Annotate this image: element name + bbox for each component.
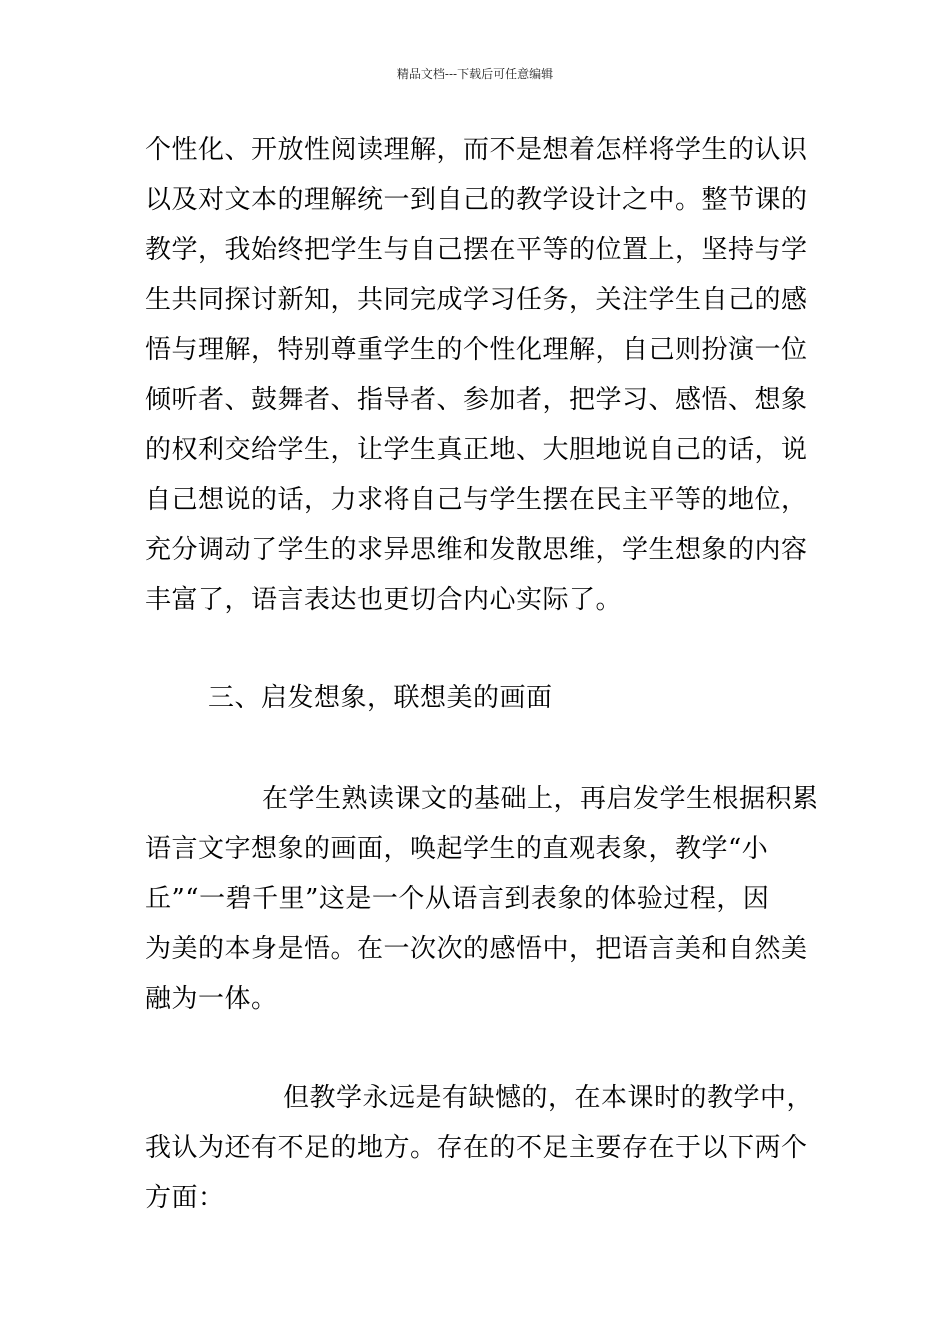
paragraph-3-line-1: 但教学永远是有缺憾的，在本课时的教学中，	[283, 1083, 814, 1113]
paragraph-1-line-8: 自己想说的话，力求将自己与学生摆在民主平等的地位，	[145, 485, 808, 515]
paragraph-2-line-5: 融为一体。	[145, 984, 278, 1014]
page-header: 精品文档---下载后可任意编辑	[396, 67, 554, 81]
paragraph-3-line-2: 我认为还有不足的地方。存在的不足主要存在于以下两个	[145, 1133, 808, 1163]
paragraph-1-line-2: 以及对文本的理解统一到自己的教学设计之中。整节课的	[145, 185, 808, 215]
paragraph-2-line-4: 为美的本身是悟。在一次次的感悟中，把语言美和自然美	[145, 934, 808, 964]
paragraph-2-line-1: 在学生熟读课文的基础上，再启发学生根据积累	[262, 784, 819, 814]
paragraph-2-line-3: 丘”“一碧千里”这是一个从语言到表象的体验过程，因	[145, 884, 770, 914]
paragraph-1-line-1: 个性化、开放性阅读理解，而不是想着怎样将学生的认识	[145, 135, 808, 165]
paragraph-1-line-10: 丰富了，语言表达也更切合内心实际了。	[145, 585, 623, 615]
paragraph-1-line-7: 的权利交给学生，让学生真正地、大胆地说自己的话，说	[145, 435, 808, 465]
section-heading-3: 三、启发想象，联想美的画面	[208, 683, 553, 713]
paragraph-1-line-4: 生共同探讨新知，共同完成学习任务，关注学生自己的感	[145, 285, 808, 315]
paragraph-2-line-2: 语言文字想象的画面，唤起学生的直观表象，教学“小	[145, 834, 769, 864]
paragraph-1-line-5: 悟与理解，特别尊重学生的个性化理解，自己则扮演一位	[145, 335, 808, 365]
paragraph-3-line-3: 方面：	[145, 1183, 225, 1213]
paragraph-1-line-3: 教学，我始终把学生与自己摆在平等的位置上，坚持与学	[145, 235, 808, 265]
paragraph-1-line-9: 充分调动了学生的求异思维和发散思维，学生想象的内容	[145, 535, 808, 565]
paragraph-1-line-6: 倾听者、鼓舞者、指导者、参加者，把学习、感悟、想象	[145, 385, 808, 415]
